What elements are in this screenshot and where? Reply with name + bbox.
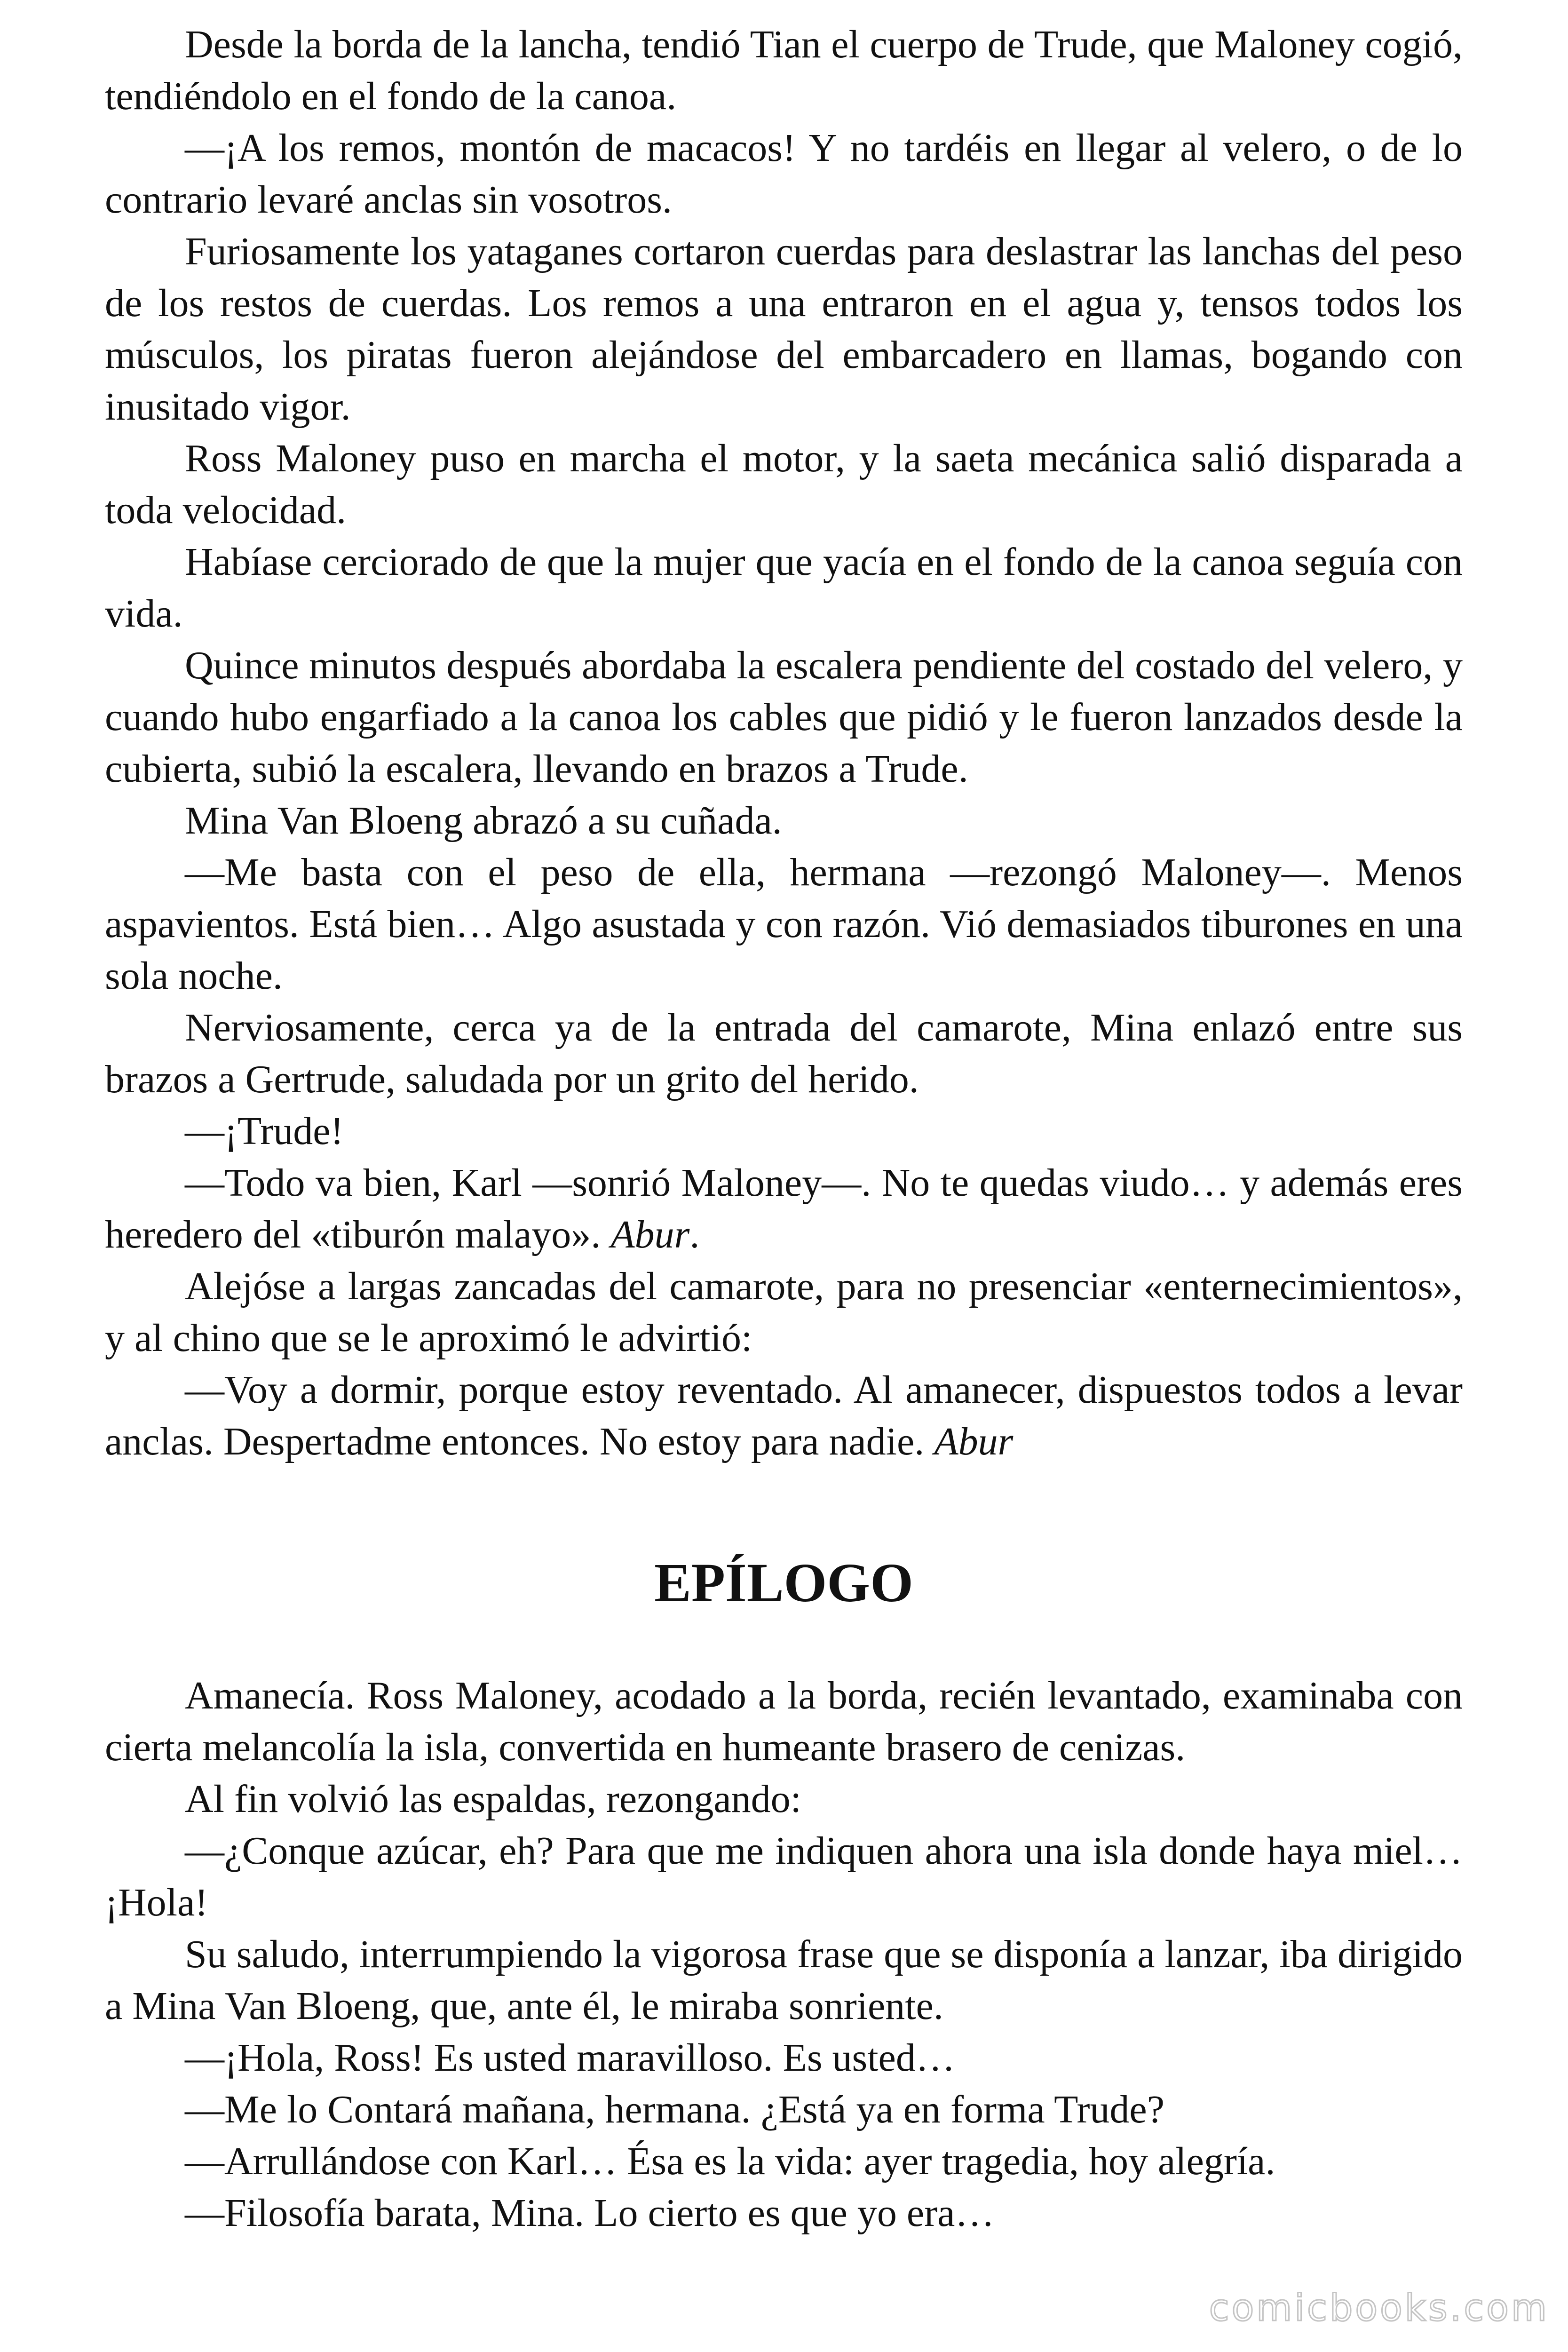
paragraph: Nerviosamente, cerca ya de la entrada del camarote, Mina enlazó entre sus brazos a Gertrude, saludada por un grito del herido. <box>105 1006 1463 1101</box>
paragraph: Ross Maloney puso en marcha el motor, y la saeta mecánica salió disparada a toda velocidad. <box>105 437 1463 532</box>
paragraph: —Filosofía barata, Mina. Lo cierto es que yo era… <box>185 2191 995 2235</box>
italic-word: Abur <box>610 1213 690 1256</box>
paragraph: Habíase cerciorado de que la mujer que yacía en el fondo de la canoa seguía con vida. <box>105 540 1463 636</box>
paragraph-todo-va-bien <box>105 1157 1463 1261</box>
paragraph: Furiosamente los yataganes cortaron cuerdas para deslastrar las lanchas del peso de los restos de cuerdas. Los remos a una entraron en el agua y, tensos todos los músculos, los piratas fueron alejándose del embarcadero en llamas, bogando con inusitado vigor. <box>105 230 1463 429</box>
paragraph-alejose: Alejóse a largas zancadas del camarote, para no presenciar «enternecimientos», y al chino que se le aproximó le advirtió: <box>105 1264 1463 1360</box>
paragraph: —¡Hola, Ross! Es usted maravilloso. Es usted… <box>185 2036 955 2080</box>
paragraph: Amanecía. Ross Maloney, acodado a la borda, recién levantado, examinaba con cierta melancolía la isla, convertida en humeante brasero de cenizas. <box>105 1674 1463 1769</box>
paragraph: —¡A los remos, montón de macacos! Y no tardéis en llegar al velero, o de lo contrario levaré anclas sin vosotros. <box>105 126 1463 222</box>
watermark: comicbooks.com <box>1209 2287 1549 2329</box>
paragraph-tail: . <box>689 1213 700 1256</box>
chapter-heading: EPÍLOGO <box>654 1552 913 1613</box>
italic-word: Abur <box>934 1420 1014 1463</box>
paragraph-text: —Voy a dormir, porque estoy reventado. Al amanecer, dispuestos todos a levar anclas. Despertadme entonces. No estoy para nadie. <box>105 1368 1463 1463</box>
paragraph: —Arrullándose con Karl… Ésa es la vida: ayer tragedia, hoy alegría. <box>185 2139 1275 2183</box>
paragraph: Mina Van Bloeng abrazó a su cuñada. <box>185 799 782 842</box>
paragraph: Quince minutos después abordaba la escalera pendiente del costado del velero, y cuando hubo engarfiado a la canoa los cables que pidió y le fueron lanzados desde la cubierta, subió la escalera, llevando en brazos a Trude. <box>105 644 1463 791</box>
paragraph: —¡Trude! <box>185 1109 344 1153</box>
paragraph: —Me basta con el peso de ella, hermana —rezongó Maloney—. Menos aspavientos. Está bien… Algo asustada y con razón. Vió demasiados tiburones en una sola noche. <box>105 850 1463 998</box>
paragraph-text: —Todo va bien, Karl —sonrió Maloney—. No te quedas viudo… y además eres heredero del «tiburón malayo». <box>105 1161 1463 1256</box>
book-page <box>105 19 1463 2239</box>
paragraph: Al fin volvió las espaldas, rezongando: <box>185 1777 802 1821</box>
paragraph: Desde la borda de la lancha, tendió Tian el cuerpo de Trude, que Maloney cogió, tendiéndolo en el fondo de la canoa. <box>105 23 1463 118</box>
paragraph: —¿Conque azúcar, eh? Para que me indiquen ahora una isla donde haya miel… ¡Hola! <box>105 1829 1463 1924</box>
paragraph: Su saludo, interrumpiendo la vigorosa frase que se disponía a lanzar, iba dirigido a Mina Van Bloeng, que, ante él, le miraba sonriente. <box>105 1932 1463 2028</box>
paragraph-voy-a-dormir <box>105 1364 1463 1468</box>
paragraph: —Me lo Contará mañana, hermana. ¿Está ya en forma Trude? <box>185 2088 1164 2131</box>
